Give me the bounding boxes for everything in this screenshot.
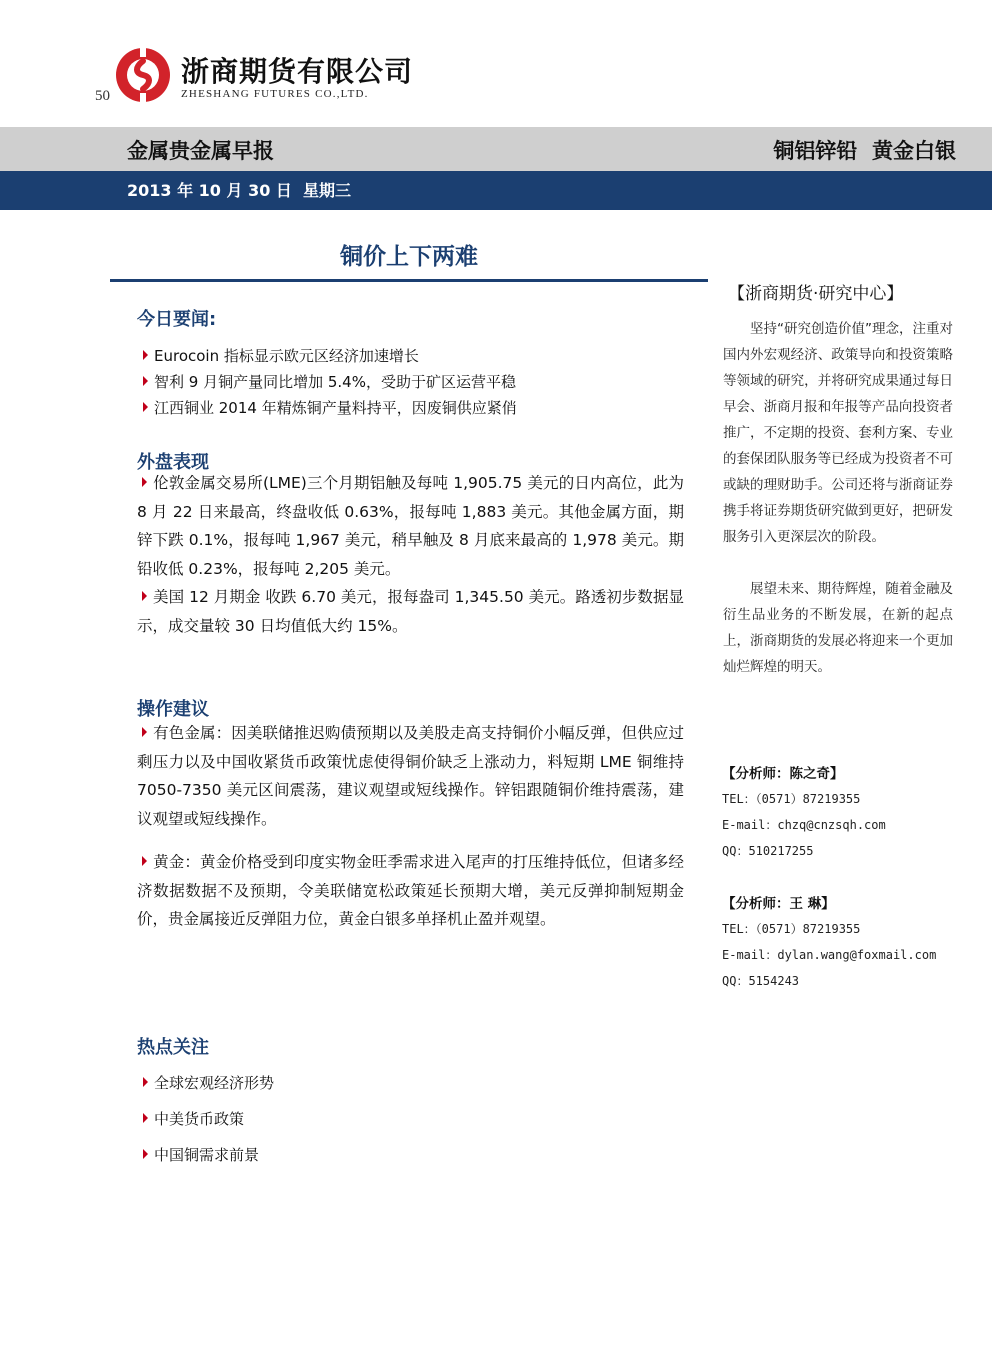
bullet-icon [143,1149,148,1159]
analyst-email[interactable]: E-mail：dylan.wang@foxmail.com [722,948,937,962]
focus-item [143,1144,259,1165]
bullet-icon [143,402,148,412]
advice-paragraph-text: 黄金：黄金价格受到印度实物金旺季需求进入尾声的打压维持低位，但诸多经济数据数据不及预期，令美联储宽松政策延长预期大增，美元反弹抑制短期金价，贵金属接近反弹阻力位，黄金白银多单择机止盈并观望。 [137,853,684,928]
focus-item-text: 中国铜需求前景 [154,1146,260,1164]
focus-item-text: 中美货币政策 [154,1110,245,1128]
bullet-icon [143,1077,148,1087]
research-center-outlook: 展望未来、期待辉煌，随着金融及衍生品业务的不断发展，在新的起点上，浙商期货的发展必将迎来一个更加灿烂辉煌的明天。 [723,581,953,675]
page-number: 50 [95,88,110,104]
external-paragraph [137,469,684,583]
analyst-email[interactable]: E-mail：chzq@cnzsqh.com [722,818,886,832]
focus-item-text: 全球宏观经济形势 [154,1074,275,1092]
company-logo [115,47,171,103]
research-center-intro: 坚持“研究创造价值”理念，注重对国内外宏观经济、政策导向和投资策略等领域的研究，并将研究成果通过每日早会、浙商月报和年报等产品向投资者推广，不定期的投资、套利方案、专业的套保团队服务等已经成为投资者不可或缺的理财助手。公司还将与浙商证券携手将证券期货研究做到更好，把研发服务引入更深层次的阶段。 [723,321,953,545]
analyst-name: 【分析师：王 琳】 [722,896,835,912]
research-center-heading: 【浙商期货·研究中心】 [728,284,904,304]
advice-paragraph-text: 有色金属：因美联储推迟购债预期以及美股走高支持铜价小幅反弹，但供应过剩压力以及中国收紧货币政策忧虑使得铜价缺乏上涨动力，料短期 LME 铜维持 7050-7350 美元区间震荡，建议观望或短线操作。锌铝跟随铜价维持震荡，建议观望或短线操作。 [137,724,684,828]
company-name-en: ZHESHANG FUTURES CO.,LTD. [181,88,369,100]
news-item [143,345,419,366]
external-paragraph [137,583,684,640]
advice-heading: 操作建议 [137,699,209,720]
news-item [143,397,517,418]
news-item-text: 智利 9 月铜产量同比增加 5.4%，受助于矿区运营平稳 [154,373,516,391]
analyst-tel: TEL：（0571）87219355 [722,922,861,936]
bullet-icon [142,856,147,866]
bullet-icon [143,1113,148,1123]
analyst-qq: QQ：510217255 [722,844,814,858]
metals-label: 铜铝锌铅 黄金白银 [773,139,956,163]
report-date: 2013 年 10 月 30 日 星期三 [127,181,352,200]
news-heading: 今日要闻: [137,309,217,330]
bullet-icon [143,350,148,360]
page-title: 铜价上下两难 [340,244,478,270]
focus-heading: 热点关注 [137,1037,209,1058]
focus-item [143,1072,274,1093]
analyst-name: 【分析师：陈之奇】 [722,766,844,782]
report-type: 金属贵金属早报 [127,139,274,163]
advice-paragraph [137,719,684,833]
focus-item [143,1108,244,1129]
external-paragraph-text: 美国 12 月期金 收跌 6.70 美元，报每盎司 1,345.50 美元。路透初步数据显示，成交量较 30 日均值低大约 15%。 [137,588,684,635]
title-divider [110,279,708,282]
news-item-text: 江西铜业 2014 年精炼铜产量料持平，因废铜供应紧俏 [154,399,517,417]
external-heading: 外盘表现 [137,452,209,473]
bullet-icon [142,477,147,487]
analyst-tel: TEL：（0571）87219355 [722,792,861,806]
news-item [143,371,516,392]
bullet-icon [142,727,147,737]
analyst-qq: QQ：5154243 [722,974,800,988]
bullet-icon [142,591,147,601]
bullet-icon [143,376,148,386]
company-name-cn: 浙商期货有限公司 [181,55,414,88]
advice-paragraph [137,848,684,934]
external-paragraph-text: 伦敦金属交易所(LME)三个月期铝触及每吨 1,905.75 美元的日内高位，此为 8 月 22 日来最高，终盘收低 0.63%，报每吨 1,883 美元。其他金属方面，期锌下跌 0.1%，报每吨 1,967 美元，稍早触及 8 月底来最高的 1,978 美元。期铅收低 0.23%，报每吨 2,205 美元。 [137,474,684,578]
news-item-text: Eurocoin 指标显示欧元区经济加速增长 [154,347,419,365]
